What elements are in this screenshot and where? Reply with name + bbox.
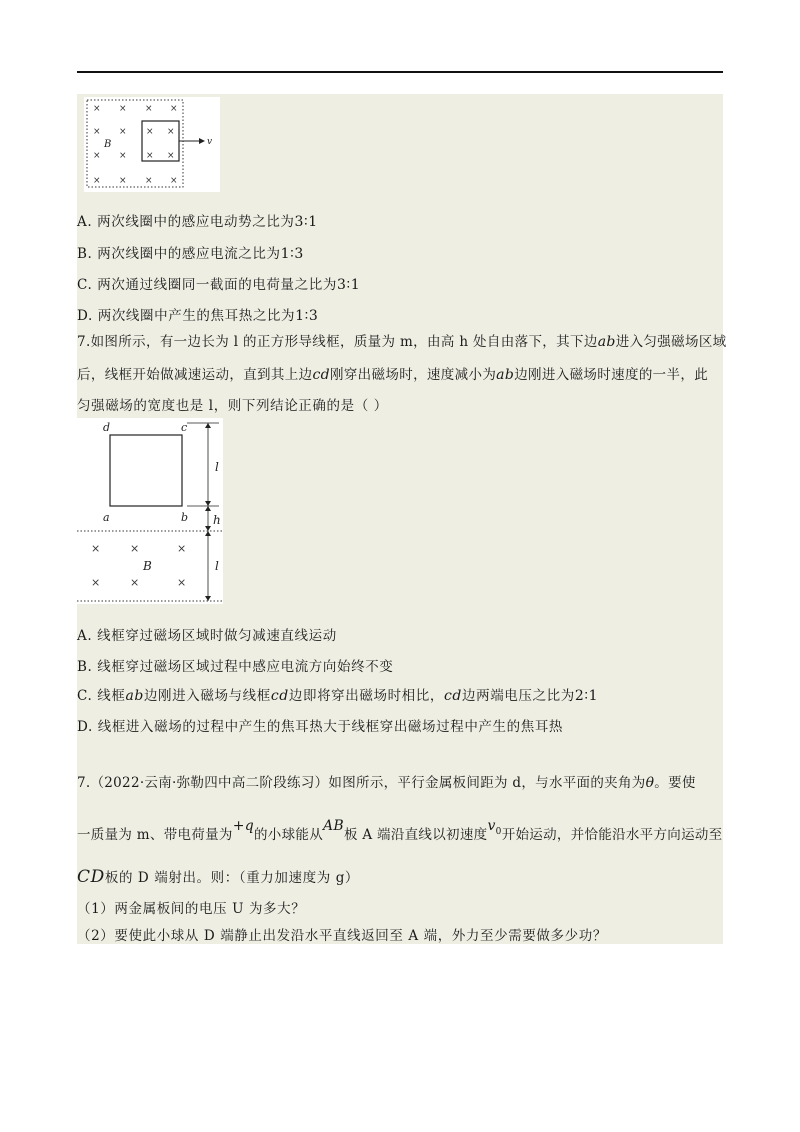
math-plate-cd: CD [77, 867, 105, 887]
text: 。要使 [654, 775, 696, 791]
ratio-value: 3∶1 [294, 214, 318, 230]
svg-text:×: × [170, 176, 178, 186]
text: 7.（2022·云南·弥勒四中高二阶段练习）如图所示，平行金属板间距为 d，与水平面的夹角为 [77, 775, 646, 791]
math-velocity: v [487, 818, 496, 834]
svg-text:×: × [119, 127, 127, 137]
option-text: 边刚进入磁场与线框 [143, 688, 271, 704]
math-cd: cd [443, 688, 462, 704]
svg-text:×: × [177, 542, 187, 555]
math-charge: +q [232, 818, 254, 834]
svg-text:×: × [145, 176, 153, 186]
corner-label-c: c [181, 421, 188, 434]
dimension-label-h: h [213, 513, 221, 527]
math-subscript: 0 [495, 827, 502, 837]
dimension-label-l: l [215, 559, 219, 573]
svg-text:×: × [93, 151, 101, 161]
option-c [77, 276, 360, 294]
field-label-b: B [104, 139, 112, 150]
question-7-line-2 [77, 366, 708, 384]
option-text: A. 两次线圈中的感应电动势之比为 [77, 214, 295, 230]
svg-text:×: × [93, 104, 101, 114]
option-b [77, 658, 393, 676]
svg-text:×: × [167, 151, 175, 161]
svg-text:×: × [93, 127, 101, 137]
option-text: 边两端电压之比为 [462, 688, 575, 704]
question-7-line-1 [77, 333, 727, 351]
option-text: C. 两次通过线圈同一截面的电荷量之比为 [77, 277, 337, 293]
svg-text:×: × [145, 104, 153, 114]
figure-magnetic-field-square-coil [84, 97, 224, 193]
text: （2）要使此小球从 D 端静止出发沿水平直线返回至 A 端，外力至少需要做多少功？ [77, 928, 607, 944]
math-ab: ab [125, 688, 144, 704]
svg-text:×: × [177, 576, 187, 589]
ratio-value: 3∶1 [336, 277, 361, 293]
question-8-line-3 [77, 868, 359, 887]
option-c [77, 687, 598, 705]
option-a [77, 627, 337, 645]
ratio-value: 1∶3 [295, 308, 319, 324]
svg-text:×: × [170, 104, 178, 114]
text: 匀强磁场的宽度也是 l，则下列结论正确的是（ ） [77, 398, 388, 414]
corner-label-b: b [181, 511, 189, 524]
question-8-line-2 [77, 818, 723, 846]
text: 板 A 端沿直线以初速度 [344, 827, 488, 843]
option-d [77, 307, 318, 325]
svg-text:×: × [91, 576, 101, 589]
text: （1）两金属板间的电压 U 为多大？ [77, 901, 306, 917]
sub-question-2 [77, 927, 607, 945]
option-text: D. 线框进入磁场的过程中产生的焦耳热大于线框穿出磁场过程中产生的焦耳热 [77, 719, 564, 735]
text: 后，线框开始做减速运动，直到其上边 [77, 367, 313, 383]
option-text: D. 两次线圈中产生的焦耳热之比为 [77, 308, 296, 324]
text: 的小球能从 [254, 827, 323, 843]
svg-text:×: × [119, 151, 127, 161]
option-text: A. 线框穿过磁场区域时做匀减速直线运动 [77, 628, 337, 644]
corner-label-a: a [103, 511, 110, 524]
math-cd: cd [312, 367, 330, 383]
math-ab: ab [496, 367, 515, 383]
velocity-label-v: v [207, 137, 213, 147]
option-a [77, 213, 318, 231]
math-ab: ab [597, 334, 616, 350]
question-7-line-3 [77, 397, 388, 415]
math-plate-ab: AB [323, 818, 344, 834]
svg-text:×: × [91, 542, 101, 555]
svg-text:×: × [93, 176, 101, 186]
header-rule [77, 71, 723, 73]
svg-text:×: × [167, 127, 175, 137]
figure-falling-square-frame [77, 418, 225, 606]
text: 一质量为 m、带电荷量为 [77, 827, 233, 843]
text: 刚穿出磁场时，速度减小为 [329, 367, 497, 383]
option-d [77, 718, 563, 736]
math-cd: cd [270, 688, 289, 704]
ratio-value: 2∶1 [574, 688, 599, 704]
ratio-value: 1∶3 [280, 246, 304, 262]
option-text: C. 线框 [77, 688, 126, 704]
sub-question-1 [77, 900, 305, 918]
text: 板的 D 端射出。则：（重力加速度为 g） [104, 870, 360, 886]
text: 进入匀强磁场区域 [615, 334, 727, 350]
question-8-line-1 [77, 774, 696, 792]
svg-text:×: × [146, 127, 154, 137]
svg-text:×: × [119, 104, 127, 114]
svg-text:×: × [130, 542, 140, 555]
svg-text:×: × [119, 176, 127, 186]
svg-text:×: × [130, 576, 140, 589]
text: 7.如图所示，有一边长为 l 的正方形导线框，质量为 m，由高 h 处自由落下，其下边 [77, 334, 598, 350]
text: 开始运动，并恰能沿水平方向运动至 [501, 827, 723, 843]
field-label-b: B [143, 559, 152, 573]
svg-text:×: × [146, 151, 154, 161]
option-text: B. 线框穿过磁场区域过程中感应电流方向始终不变 [77, 659, 394, 675]
math-theta: θ [645, 775, 655, 791]
corner-label-d: d [103, 421, 111, 434]
option-text: 边即将穿出磁场时相比， [288, 688, 444, 704]
dimension-label-l: l [215, 460, 219, 474]
option-text: B. 两次线圈中的感应电流之比为 [77, 246, 281, 262]
text: 边刚进入磁场时速度的一半，此 [514, 367, 709, 383]
option-b [77, 245, 304, 263]
